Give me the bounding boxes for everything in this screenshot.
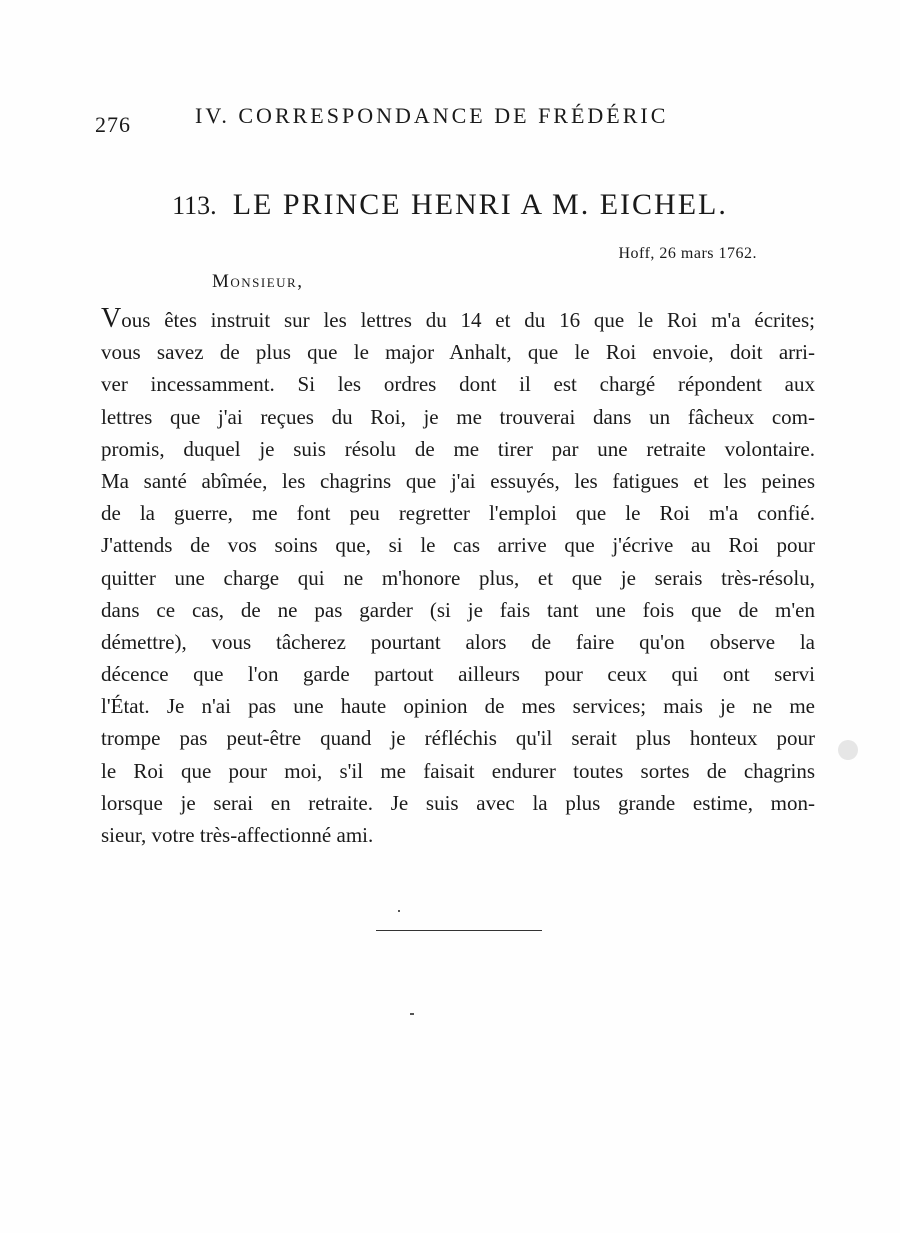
body-line: démettre), vous tâcherez pourtant alors de faire qu'on observe la	[101, 629, 815, 654]
dateline: Hoff, 26 mars 1762.	[618, 245, 757, 262]
body-line: sieur, votre très-affectionné ami.	[101, 823, 374, 847]
body-line: promis, duquel je suis résolu de me tirer par une retraite volontaire.	[101, 436, 815, 461]
body-line: lorsque je serai en retraite. Je suis avec la plus grande estime, mon-	[101, 790, 815, 815]
body-line: l'État. Je n'ai pas une haute opinion de mes services; mais je ne me	[101, 694, 815, 719]
body-line: le Roi que pour moi, s'il me faisait endurer toutes sortes de chagrins	[101, 758, 815, 783]
ink-speck	[398, 910, 400, 912]
body-line: J'attends de vos soins que, si le cas arrive que j'écrive au Roi pour	[101, 533, 815, 558]
letter-number: 113.	[172, 191, 217, 220]
body-line: trompe pas peut-être quand je réfléchis qu'il serait plus honteux pour	[101, 726, 815, 751]
paper-stain	[838, 740, 858, 760]
body-line: ver incessamment. Si les ordres dont il est chargé répondent aux	[101, 372, 815, 397]
salutation: Monsieur,	[212, 271, 304, 292]
body-line: Ma santé abîmée, les chagrins que j'ai essuyés, les fatigues et les peines	[101, 468, 815, 493]
body-line: décence que l'on garde partout ailleurs pour ceux qui ont servi	[101, 662, 815, 687]
ink-speck	[410, 1013, 414, 1015]
body-line: quitter une charge qui ne m'honore plus, et que je serais très-résolu,	[101, 565, 815, 590]
running-title: IV. CORRESPONDANCE DE FRÉDÉRIC	[195, 103, 669, 128]
body-line: lettres que j'ai reçues du Roi, je me trouverai dans un fâcheux com-	[101, 404, 815, 429]
page-number: 276	[95, 112, 131, 137]
letter-body	[101, 304, 815, 851]
letter-heading: LE PRINCE HENRI A M. EICHEL.	[232, 188, 728, 221]
body-line: de la guerre, me font peu regretter l'emploi que le Roi m'a confié.	[101, 501, 815, 526]
end-rule	[376, 930, 542, 931]
drop-cap: V	[101, 303, 122, 334]
letter-title	[0, 188, 900, 222]
body-line: dans ce cas, de ne pas garder (si je fais tant une fois que de m'en	[101, 597, 815, 622]
body-line: vous savez de plus que le major Anhalt, que le Roi envoie, doit arri-	[101, 340, 815, 365]
body-line: Vous êtes instruit sur les lettres du 14 et du 16 que le Roi m'a écrites;	[101, 303, 815, 334]
running-head	[95, 100, 815, 140]
